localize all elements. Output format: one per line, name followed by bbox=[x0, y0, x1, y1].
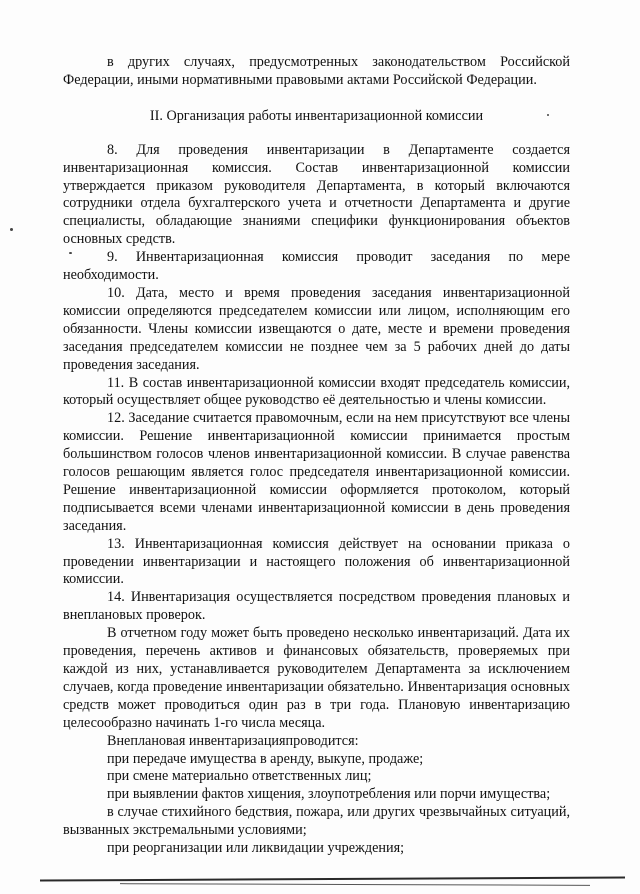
paragraph-14: 14. Инвентаризация осуществляется посредством проведения плановых и внеплановых проверок. bbox=[63, 589, 570, 624]
section-heading: II. Организация работы инвентаризационной комиссии bbox=[149, 107, 484, 124]
paragraph-10: 10. Дата, место и время проведения заседания инвентаризационной комиссии определяются председателем комиссии или лицом, исполняющим его обязанности. Члены комиссии извещаются о дате, месте и времени проведения заседания председателем комиссии не позднее чем за 5 рабочих дней до даты проведения заседания. bbox=[63, 284, 570, 373]
scan-speck bbox=[10, 228, 13, 231]
scan-edge-line bbox=[40, 876, 625, 881]
paragraph-9: 9. Инвентаризационная комиссия проводит заседания по мере необходимости. bbox=[63, 249, 570, 284]
list-item: при выявлении фактов хищения, злоупотребления или порчи имущества; bbox=[107, 786, 551, 803]
scan-edge-line bbox=[120, 883, 590, 886]
paragraph-8: 8. Для проведения инвентаризации в Департаменте создается инвентаризационная комиссия. Состав инвентаризационной комиссии утверждается приказом руководителя Департамента, в который включаются сотрудники отдела бухгалтерского учета и отчетности Департамента и другие специалисты, обладающие знаниями специфики функционирования объектов основных средств. bbox=[63, 141, 570, 248]
list-item: в случае стихийного бедствия, пожара, или других чрезвычайных ситуаций, вызванных экстремальными условиями; bbox=[63, 804, 570, 839]
paragraph-13: 13. Инвентаризационная комиссия действует на основании приказа о проведении инвентаризации и настоящего положения об инвентаризационной комиссии. bbox=[63, 535, 570, 588]
list-item: при передаче имущества в аренду, выкупе, продаже; bbox=[107, 750, 424, 767]
paragraph-11: 11. В состав инвентаризационной комиссии входят председатель комиссии, который осуществляет общее руководство её деятельностью и члены комиссии. bbox=[63, 374, 570, 409]
list-item: при реорганизации или ликвидации учреждения; bbox=[107, 840, 405, 857]
document-body bbox=[63, 54, 570, 858]
paragraph-12: 12. Заседание считается правомочным, если на нем присутствуют все члены комиссии. Решение инвентаризационной комиссии принимается простым большинством голосов членов инвентаризационной комиссии. В случае равенства голосов решающим является голос председателя инвентаризационной комиссии. Решение инвентаризационной комиссии оформляется протоколом, который подписывается всеми членами инвентаризационной комиссии в день проведения заседания. bbox=[63, 410, 570, 534]
paragraph-unscheduled-intro: Внеплановая инвентаризацияпроводится: bbox=[107, 732, 359, 749]
intro-paragraph: в других случаях, предусмотренных законодательством Российской Федерации, иными нормативными правовыми актами Российской Федерации. bbox=[63, 54, 570, 88]
list-item: при смене материально ответственных лиц; bbox=[107, 768, 372, 785]
paragraph-reporting-year: В отчетном году может быть проведено несколько инвентаризаций. Дата их проведения, перечень активов и финансовых обязательств, проверяемых при каждой из них, устанавливается руководителем Департамента за исключением случаев, когда проведение инвентаризации обязательно. Инвентаризация основных средств может проводиться один раз в три года. Плановую инвентаризацию целесообразно начинать 1-го числа месяца. bbox=[63, 625, 570, 731]
